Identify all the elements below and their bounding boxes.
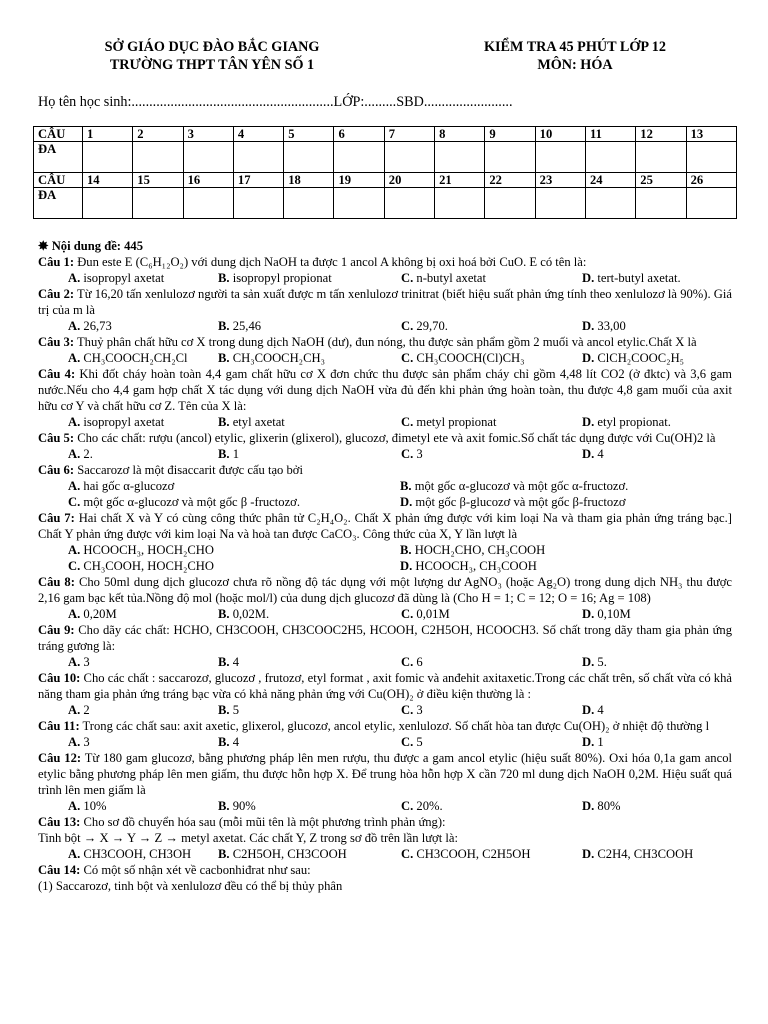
question-number-cell: 12 xyxy=(636,127,686,142)
answer-option xyxy=(371,350,552,366)
option-text: 3 xyxy=(413,447,423,461)
answer-label-cell: ĐA xyxy=(34,188,83,219)
option-text: 4 xyxy=(229,655,240,669)
option-letter: B. xyxy=(218,447,230,461)
question-block xyxy=(38,462,732,510)
question-number: Câu 9: xyxy=(38,623,75,637)
answer-option xyxy=(552,414,732,430)
question-block xyxy=(38,254,732,286)
option-text: 26,73 xyxy=(80,319,112,333)
answer-label-cell: ĐA xyxy=(34,142,83,173)
question-extra: (1) Saccarozơ, tinh bột và xenlulozơ đều có thể bị thủy phân xyxy=(38,879,343,893)
answer-option xyxy=(552,606,732,622)
option-text: C2H4, CH3COOH xyxy=(594,847,694,861)
answer-option xyxy=(371,318,552,334)
option-text: 4 xyxy=(594,447,604,461)
option-text: 3 xyxy=(80,735,90,749)
question-number: Câu 6: xyxy=(38,463,75,477)
question-body: Cho các chất : saccarozơ, glucozơ , frutozơ, etyl format , axit fomic và anđehit axitaxetic.Trong các chất trên, số chất vừa có khả năng tham gia phản ứng tráng bạc vừa có khả năng phản ứng với Cu(OH)₂ ở điều kiện thường là : xyxy=(38,671,732,701)
question-body: Cho dãy các chất: HCHO, CH3COOH, CH3COOC2H5, HCOOH, C2H5OH, HCOOCH3. Số chất trong dãy tham gia phản ứng tráng gương là: xyxy=(38,623,732,653)
answer-option xyxy=(188,414,371,430)
answer-cell[interactable] xyxy=(183,188,233,219)
question-number-cell: 3 xyxy=(183,127,233,142)
question-number: Câu 5: xyxy=(38,431,75,445)
question-body: Khi đốt cháy hoàn toàn 4,4 gam chất hữu cơ X đơn chức thu được sản phẩm cháy chỉ gồm 4,48 lít CO2 (ở đktc) và 3,6 gam nước.Nếu cho 4,4 gam hợp chất X tác dụng với dung dịch NaOH vừa đủ đến khi phản ứng hoàn toàn, thu được 4,8 gam muối của axit hữu cơ Y và chất hữu cơ Z. Tên của X là: xyxy=(38,367,732,413)
question-number-cell: 22 xyxy=(485,173,535,188)
question-block xyxy=(38,430,732,462)
options-grid xyxy=(38,654,732,670)
answer-option xyxy=(188,798,371,814)
question-body: Trong các chất sau: axit axetic, glixerol, glucozơ, ancol etylic, xenlulozơ. Số chất hòa tan được Cu(OH)₂ ở nhiệt độ thường l xyxy=(79,719,710,733)
option-letter: D. xyxy=(582,447,595,461)
answer-cell[interactable] xyxy=(435,142,485,173)
question-number-cell: 24 xyxy=(585,173,635,188)
answer-option xyxy=(552,270,732,286)
answer-table-answer-row xyxy=(34,188,737,219)
option-text: 90% xyxy=(229,799,256,813)
answer-cell[interactable] xyxy=(686,142,736,173)
option-letter: B. xyxy=(218,351,230,365)
answer-option xyxy=(371,446,552,462)
option-text: 80% xyxy=(594,799,621,813)
question-text xyxy=(38,510,732,542)
answer-option xyxy=(371,654,552,670)
exam-title: KIỂM TRA 45 PHÚT LỚP 12 xyxy=(484,39,666,55)
option-text: 25,46 xyxy=(229,319,262,333)
answer-option xyxy=(188,446,371,462)
option-letter: B. xyxy=(218,799,230,813)
option-text: 4 xyxy=(594,703,604,717)
option-text: 0,20M xyxy=(80,607,117,621)
question-block xyxy=(38,862,732,894)
option-letter: A. xyxy=(68,415,81,429)
answer-option xyxy=(38,606,188,622)
answer-option xyxy=(370,542,732,558)
option-letter: D. xyxy=(400,495,413,509)
option-letter: C. xyxy=(401,799,414,813)
option-text: ClCH₂COOC₂H₅ xyxy=(594,351,685,365)
question-body: Saccarozơ là một đisaccarit được cấu tạo bởi xyxy=(74,463,303,477)
question-body: Từ 180 gam glucozơ, bằng phương pháp lên men rượu, thu được a gam ancol etylic (hiệu suất 80%). Oxi hóa 0,1a gam ancol etylic bằng phương pháp lên men giấm, thu được hỗn hợp X. Để trung hòa hỗn hợp X cần 720 ml dung dịch NaOH 0,2M. Hiệu suất quá trình lên men giấm là xyxy=(38,751,732,797)
answer-option xyxy=(188,654,371,670)
question-number-cell: 8 xyxy=(435,127,485,142)
option-text: n-butyl axetat xyxy=(413,271,486,285)
option-text: 5 xyxy=(413,735,423,749)
answer-option xyxy=(371,270,552,286)
option-letter: C. xyxy=(401,655,414,669)
option-text: 29,70. xyxy=(413,319,448,333)
exam-header xyxy=(440,38,710,74)
option-text: etyl axetat xyxy=(229,415,285,429)
question-text xyxy=(38,814,732,830)
department-name: SỞ GIÁO DỤC ĐÀO BẮC GIANG xyxy=(104,39,320,55)
question-body: Hai chất X và Y có cùng công thức phân tử C₂H₄O₂. Chất X phản ứng được với kim loại Na và tham gia phản ứng tráng bạc.] Chất Y phản ứng được với kim loại Na và hoà tan được CaCO₃. Công thức của X, Y lần lượt là xyxy=(38,511,732,541)
options-grid xyxy=(38,414,732,430)
question-body: Có một số nhận xét về cacbonhiđrat như sau: xyxy=(80,863,311,877)
question-text xyxy=(38,718,732,734)
question-block xyxy=(38,366,732,430)
option-letter: D. xyxy=(582,799,595,813)
answer-cell[interactable] xyxy=(384,188,434,219)
question-label-cell: CÂU xyxy=(34,173,83,188)
answer-option xyxy=(38,270,188,286)
answer-option xyxy=(38,702,188,718)
option-text: một gốc α-glucozơ và một gốc β -fructozơ. xyxy=(80,495,300,509)
option-letter: B. xyxy=(218,655,230,669)
option-letter: D. xyxy=(400,559,413,573)
option-text: etyl propionat. xyxy=(594,415,671,429)
answer-option xyxy=(38,558,370,574)
answer-option xyxy=(38,478,370,494)
answer-option xyxy=(371,606,552,622)
answer-option xyxy=(38,494,370,510)
answer-cell[interactable] xyxy=(334,188,384,219)
answer-option xyxy=(188,318,371,334)
question-block xyxy=(38,286,732,334)
options-grid xyxy=(38,542,732,574)
option-letter: D. xyxy=(582,319,595,333)
answer-option xyxy=(188,846,371,862)
option-text: 1 xyxy=(229,447,240,461)
option-letter: A. xyxy=(68,607,81,621)
answer-cell[interactable] xyxy=(535,188,585,219)
option-letter: A. xyxy=(68,479,81,493)
answer-option xyxy=(188,734,371,750)
answer-option xyxy=(552,846,732,862)
answer-option xyxy=(552,734,732,750)
answer-option xyxy=(552,318,732,334)
option-letter: D. xyxy=(582,847,595,861)
options-grid xyxy=(38,798,732,814)
question-text xyxy=(38,750,732,798)
answer-option xyxy=(552,702,732,718)
answer-cell[interactable] xyxy=(233,188,283,219)
question-number-cell: 17 xyxy=(233,173,283,188)
option-letter: B. xyxy=(218,735,230,749)
answer-option xyxy=(371,798,552,814)
question-number: Câu 11: xyxy=(38,719,80,733)
answer-table xyxy=(33,126,737,219)
answer-cell[interactable] xyxy=(435,188,485,219)
answer-cell[interactable] xyxy=(384,142,434,173)
option-letter: A. xyxy=(68,447,81,461)
option-letter: B. xyxy=(400,479,412,493)
option-text: CH3COOH, C2H5OH xyxy=(413,847,531,861)
question-number: Câu 14: xyxy=(38,863,81,877)
option-letter: D. xyxy=(582,271,595,285)
question-number: Câu 1: xyxy=(38,255,75,269)
options-grid xyxy=(38,702,732,718)
question-number-cell: 20 xyxy=(384,173,434,188)
question-list xyxy=(38,254,732,894)
answer-table-question-row xyxy=(34,173,737,188)
option-text: 2. xyxy=(80,447,93,461)
option-letter: B. xyxy=(400,543,412,557)
answer-option xyxy=(370,494,732,510)
question-number-cell: 23 xyxy=(535,173,585,188)
question-text xyxy=(38,622,732,654)
answer-option xyxy=(188,350,371,366)
question-number-cell: 16 xyxy=(183,173,233,188)
option-text: isopropyl axetat xyxy=(80,271,165,285)
answer-cell[interactable] xyxy=(133,142,183,173)
question-block xyxy=(38,750,732,814)
answer-option xyxy=(38,846,192,862)
option-text: 5. xyxy=(594,655,607,669)
options-grid xyxy=(38,318,732,334)
exam-content xyxy=(38,238,732,894)
option-text: 3 xyxy=(413,703,423,717)
answer-option xyxy=(188,702,371,718)
question-block xyxy=(38,510,732,574)
question-text xyxy=(38,462,732,478)
options-grid xyxy=(38,270,732,286)
option-letter: C. xyxy=(401,607,414,621)
answer-cell[interactable] xyxy=(233,142,283,173)
option-text: 6 xyxy=(413,655,423,669)
option-text: CH3COOH, CH3OH xyxy=(80,847,192,861)
question-number-cell: 2 xyxy=(133,127,183,142)
question-number-cell: 7 xyxy=(384,127,434,142)
question-number: Câu 8: xyxy=(38,575,75,589)
answer-cell[interactable] xyxy=(485,142,535,173)
answer-cell[interactable] xyxy=(585,188,635,219)
student-info-line: Họ tên học sinh:.........................................................LỚP:.........SBD......................... xyxy=(38,94,513,110)
question-number: Câu 2: xyxy=(38,287,75,301)
option-text: 20%. xyxy=(413,799,443,813)
answer-cell[interactable] xyxy=(535,142,585,173)
option-text: 3 xyxy=(80,655,90,669)
answer-cell[interactable] xyxy=(636,142,686,173)
option-text: HCOOCH₃, HOCH₂CHO xyxy=(80,543,214,557)
question-text xyxy=(38,366,732,414)
question-number-cell: 1 xyxy=(83,127,133,142)
answer-option xyxy=(38,318,188,334)
option-letter: C. xyxy=(401,415,414,429)
option-letter: C. xyxy=(401,735,414,749)
option-text: CH₃COOCH₂CH₂Cl xyxy=(80,351,188,365)
options-grid xyxy=(38,478,732,510)
question-block xyxy=(38,718,732,750)
answer-option xyxy=(371,414,552,430)
question-number-cell: 25 xyxy=(636,173,686,188)
question-number-cell: 11 xyxy=(585,127,635,142)
question-block xyxy=(38,574,732,622)
question-extra: Tinh bột → X → Y → Z → metyl axetat. Các chất Y, Z trong sơ đồ trên lần lượt là: xyxy=(38,831,458,845)
option-text: C2H5OH, CH3COOH xyxy=(229,847,347,861)
answer-option xyxy=(38,446,188,462)
option-text: 1 xyxy=(594,735,604,749)
question-block xyxy=(38,670,732,718)
answer-cell[interactable] xyxy=(183,142,233,173)
question-block xyxy=(38,622,732,670)
answer-cell[interactable] xyxy=(284,188,334,219)
option-letter: A. xyxy=(68,655,81,669)
option-text: 2 xyxy=(80,703,90,717)
question-body: Từ 16,20 tấn xenlulozơ người ta sản xuất được m tấn xenlulozơ trinitrat (biết hiệu suất phản ứng tính theo xenlulozơ là 90%). Giá trị của m là xyxy=(38,287,732,317)
answer-option xyxy=(38,654,188,670)
option-letter: D. xyxy=(582,351,595,365)
answer-option xyxy=(38,414,188,430)
question-block xyxy=(38,814,732,862)
option-letter: B. xyxy=(218,319,230,333)
option-text: một gốc α-glucozơ và một gốc α-fructozơ. xyxy=(411,479,629,493)
question-number: Câu 10: xyxy=(38,671,81,685)
answer-option xyxy=(38,798,188,814)
answer-option xyxy=(371,734,552,750)
answer-cell[interactable] xyxy=(334,142,384,173)
question-text xyxy=(38,574,732,606)
question-text xyxy=(38,254,732,270)
option-text: một gốc β-glucozơ và một gốc β-fructozơ xyxy=(412,495,626,509)
question-number-cell: 10 xyxy=(535,127,585,142)
answer-option xyxy=(38,350,188,366)
option-letter: A. xyxy=(68,703,81,717)
answer-option xyxy=(552,654,732,670)
option-letter: A. xyxy=(68,847,81,861)
option-letter: C. xyxy=(401,271,414,285)
answer-option xyxy=(38,542,370,558)
section-title: ✸ Nội dung đề: 445 xyxy=(38,239,144,253)
answer-cell[interactable] xyxy=(636,188,686,219)
subject-name: MÔN: HÓA xyxy=(537,57,613,73)
option-text: CH₃COOH, HOCH₂CHO xyxy=(80,559,214,573)
question-number-cell: 26 xyxy=(686,173,736,188)
question-text xyxy=(38,286,732,318)
answer-option xyxy=(370,558,732,574)
answer-cell[interactable] xyxy=(284,142,334,173)
question-body: Cho sơ đồ chuyển hóa sau (mỗi mũi tên là một phương trình phản ứng): xyxy=(80,815,446,829)
question-body: Thuỷ phân chất hữu cơ X trong dung dịch NaOH (dư), đun nóng, thu được sản phẩm gồm 2 muối và ancol etylic.Chất X là xyxy=(74,335,697,349)
answer-option xyxy=(188,606,371,622)
question-body: Cho các chất: rượu (ancol) etylic, glixerin (glixerol), glucozơ, đimetyl ete và axit fomic.Số chất tác dụng được với Cu(OH)2 là xyxy=(74,431,716,445)
answer-table-answer-row xyxy=(34,142,737,173)
question-body: Đun este E (C₆H₁₂O₂) với dung dịch NaOH ta được 1 ancol A không bị oxi hoá bởi CuO. E có tên là: xyxy=(74,255,587,269)
option-text: 5 xyxy=(229,703,240,717)
option-letter: A. xyxy=(68,735,81,749)
option-letter: C. xyxy=(68,495,81,509)
option-text: hai gốc α-glucozơ xyxy=(80,479,175,493)
question-body: Cho 50ml dung dịch glucozơ chưa rõ nồng độ tác dụng với một lượng dư AgNO₃ (hoặc Ag₂O) trong dung dịch NH₃ thu được 2,16 gam bạc kết tủa.Nồng độ mol (hoặc mol/l) của dung dịch glucozơ đã dùng là (Cho H = 1; C = 12; O = 16; Ag = 108) xyxy=(38,575,732,605)
question-number-cell: 18 xyxy=(284,173,334,188)
option-letter: B. xyxy=(218,415,230,429)
option-letter: B. xyxy=(218,847,230,861)
question-text xyxy=(38,670,732,702)
question-number-cell: 5 xyxy=(284,127,334,142)
option-letter: D. xyxy=(582,735,595,749)
school-name: TRƯỜNG THPT TÂN YÊN SỐ 1 xyxy=(109,57,315,73)
option-text: 0,01M xyxy=(413,607,450,621)
option-text: 33,00 xyxy=(594,319,626,333)
option-letter: C. xyxy=(401,703,414,717)
question-block xyxy=(38,334,732,366)
option-letter: D. xyxy=(582,415,595,429)
option-text: CH₃COOCH₂CH₃ xyxy=(229,351,325,365)
question-number: Câu 13: xyxy=(38,815,81,829)
option-letter: C. xyxy=(401,319,414,333)
answer-cell[interactable] xyxy=(585,142,635,173)
option-letter: A. xyxy=(68,319,81,333)
option-letter: A. xyxy=(68,351,81,365)
option-letter: C. xyxy=(401,447,414,461)
option-letter: C. xyxy=(401,847,414,861)
question-number: Câu 4: xyxy=(38,367,76,381)
answer-cell[interactable] xyxy=(83,142,133,173)
answer-option xyxy=(38,734,188,750)
question-number-cell: 21 xyxy=(435,173,485,188)
option-text: HCOOCH₃, CH₃COOH xyxy=(412,559,537,573)
question-number-cell: 14 xyxy=(83,173,133,188)
option-letter: D. xyxy=(582,607,595,621)
option-text: CH₃COOCH(Cl)CH₃ xyxy=(413,351,525,365)
option-letter: D. xyxy=(582,703,595,717)
question-number: Câu 7: xyxy=(38,511,75,525)
answer-option xyxy=(552,350,732,366)
question-number: Câu 3: xyxy=(38,335,75,349)
option-text: tert-butyl axetat. xyxy=(594,271,681,285)
answer-option xyxy=(188,270,371,286)
option-text: HOCH₂CHO, CH₃COOH xyxy=(411,543,546,557)
question-text xyxy=(38,430,732,446)
option-text: metyl propionat xyxy=(413,415,497,429)
option-text: isopropyl propionat xyxy=(229,271,332,285)
option-letter: B. xyxy=(218,607,230,621)
option-letter: A. xyxy=(68,799,81,813)
option-letter: A. xyxy=(68,271,81,285)
answer-cell[interactable] xyxy=(485,188,535,219)
option-letter: B. xyxy=(218,703,230,717)
answer-table-question-row xyxy=(34,127,737,142)
option-text: 0,02M. xyxy=(229,607,270,621)
answer-option xyxy=(371,846,552,862)
options-grid xyxy=(38,606,732,622)
answer-option xyxy=(552,446,732,462)
question-label-cell: CÂU xyxy=(34,127,83,142)
option-text: 10% xyxy=(80,799,107,813)
question-number: Câu 12: xyxy=(38,751,82,765)
option-letter: C. xyxy=(401,351,414,365)
question-number-cell: 15 xyxy=(133,173,183,188)
option-letter: D. xyxy=(582,655,595,669)
question-text xyxy=(38,862,732,878)
option-text: isopropyl axetat xyxy=(80,415,165,429)
option-letter: A. xyxy=(68,543,81,557)
options-grid xyxy=(38,734,732,750)
question-number-cell: 6 xyxy=(334,127,384,142)
answer-option xyxy=(371,702,552,718)
answer-cell[interactable] xyxy=(686,188,736,219)
answer-option xyxy=(370,478,732,494)
option-letter: C. xyxy=(68,559,81,573)
question-number-cell: 19 xyxy=(334,173,384,188)
question-number-cell: 9 xyxy=(485,127,535,142)
school-header xyxy=(62,38,362,74)
options-grid xyxy=(38,846,732,862)
options-grid xyxy=(38,446,732,462)
question-text xyxy=(38,334,732,350)
option-letter: B. xyxy=(218,271,230,285)
question-number-cell: 13 xyxy=(686,127,736,142)
answer-cell[interactable] xyxy=(83,188,133,219)
question-number-cell: 4 xyxy=(233,127,283,142)
options-grid xyxy=(38,350,732,366)
option-text: 0,10M xyxy=(594,607,631,621)
answer-option xyxy=(552,798,732,814)
answer-cell[interactable] xyxy=(133,188,183,219)
option-text: 4 xyxy=(229,735,240,749)
